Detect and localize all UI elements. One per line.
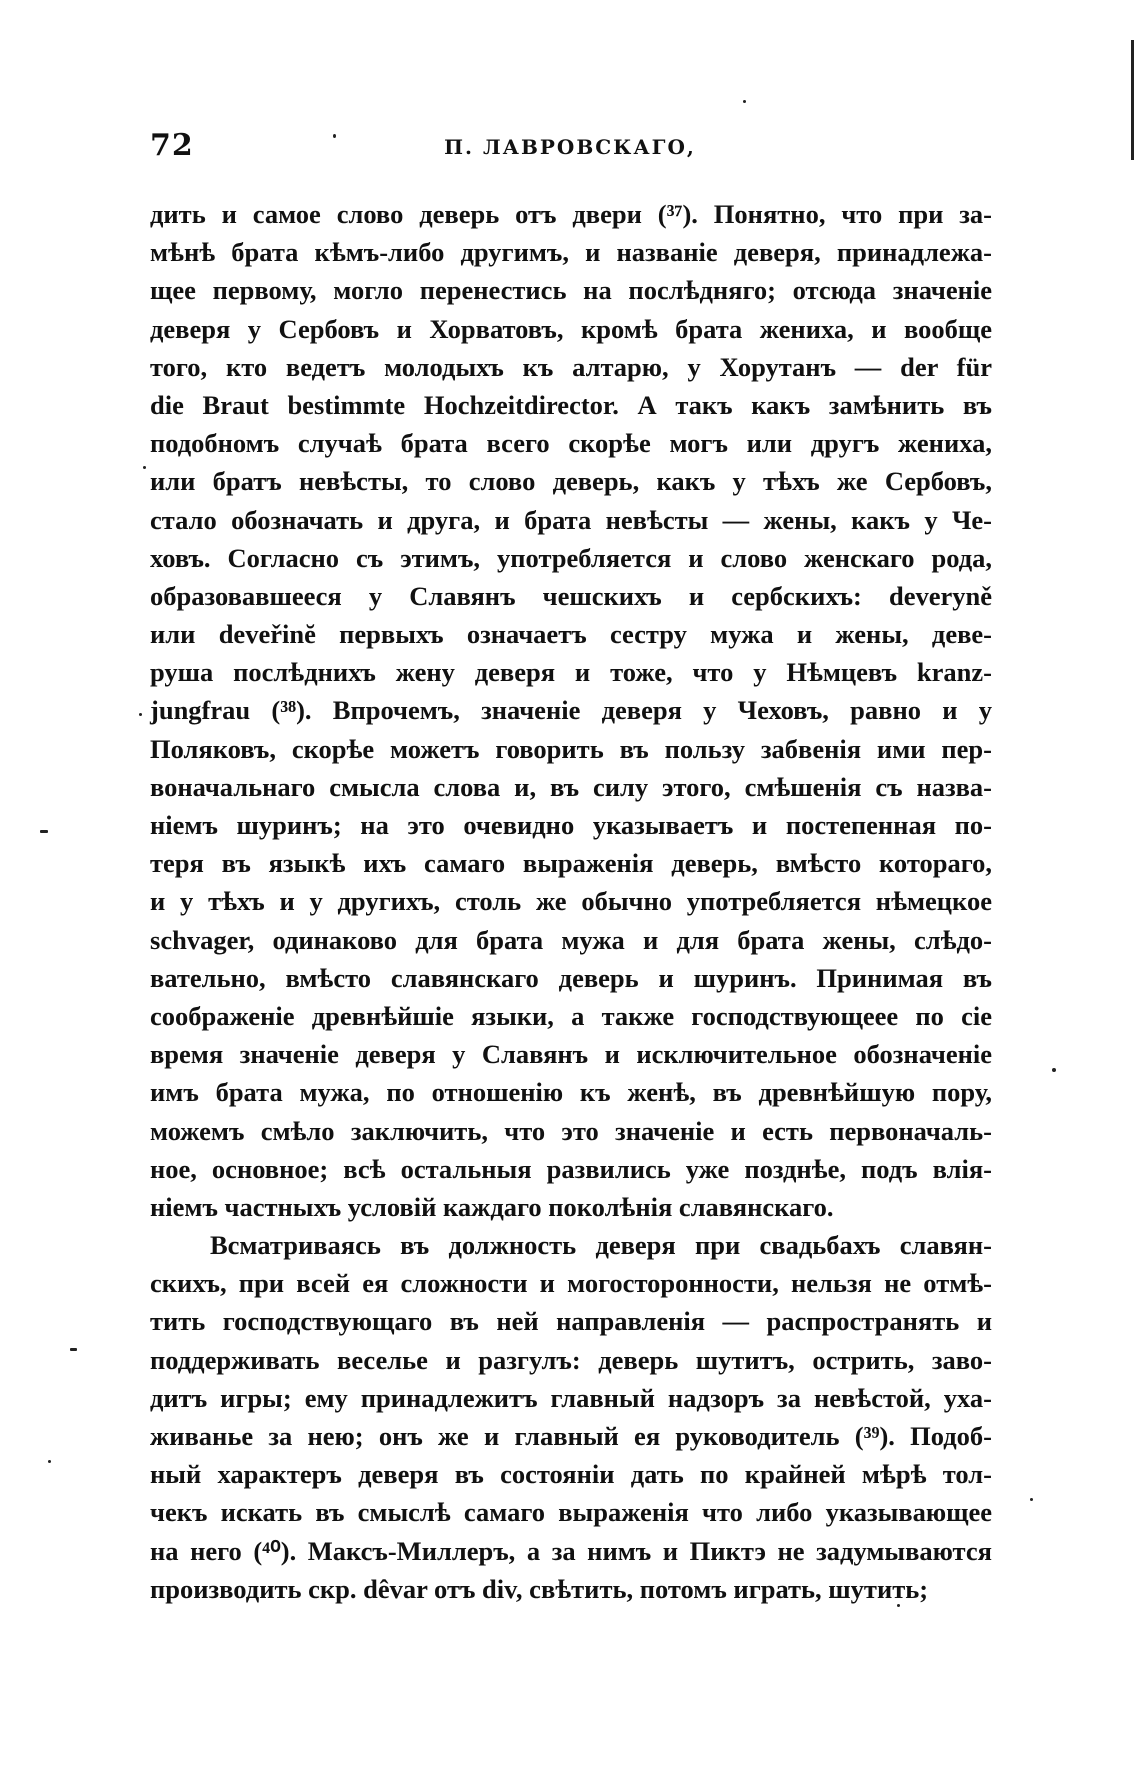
paragraph <box>150 195 992 1226</box>
text-line: дить и самое слово деверь отъ двери (³⁷). Понятно, что при за- <box>150 199 992 229</box>
scan-speck <box>1030 1498 1033 1501</box>
text-line: того, кто ведетъ молодыхъ къ алтарю, у Хорутанъ — der für <box>150 351 992 382</box>
text-line: вательно, вмѣсто славянскаго деверь и шуринъ. Принимая въ <box>150 962 992 993</box>
text-line: ховъ. Согласно съ этимъ, употребляется и слово женскаго рода, <box>150 542 992 573</box>
text-line: ное, основное; всѣ остальныя развились уже позднѣе, подъ влія- <box>150 1153 992 1184</box>
text-line: руша послѣднихъ жену деверя и тоже, что у Нѣмцевъ kranz- <box>150 657 992 688</box>
text-line: соображеніе древнѣйшіе языки, а также господствующееe по сіе <box>150 1000 992 1031</box>
text-line: Поляковъ, скорѣе можетъ говорить въ пользу забвенія ими пер- <box>150 733 992 764</box>
scan-speck <box>40 830 48 833</box>
running-head: П. ЛАВРОВСКАГО, <box>444 135 696 159</box>
scan-speck <box>70 1348 77 1351</box>
scan-speck <box>143 466 146 469</box>
paragraph <box>150 1226 992 1608</box>
text-line: или братъ невѣсты, то слово деверь, какъ у тѣхъ же Сербовъ, <box>150 466 992 497</box>
scan-speck <box>333 134 336 138</box>
text-line: или deveřinĕ первыхъ означаетъ сестру мужа и жены, деве- <box>150 619 992 650</box>
scan-speck <box>743 100 746 103</box>
text-line: ный характеръ деверя въ состояніи дать по крайней мѣрѣ тол- <box>150 1459 992 1490</box>
text-line: на него (⁴⁰). Максъ-Миллеръ, а за нимъ и Пиктэ не задумываются <box>150 1535 992 1566</box>
scan-speck <box>897 1604 900 1607</box>
text-line: деверя у Сербовъ и Хорватовъ, кромѣ брата жениха, и вообще <box>150 313 992 344</box>
text-line: тить господствующаго въ ней направленія — распространять и <box>150 1306 992 1337</box>
text-line: jungfrau (³⁸). Впрочемъ, значеніе деверя у Чеховъ, равно и у <box>150 695 992 726</box>
text-line: Всматриваясь въ должность деверя при свадьбахъ славян- <box>210 1230 992 1261</box>
text-line: schvager, одинаково для брата мужа и для брата жены, слѣдо- <box>150 924 992 955</box>
text-line: время значеніе деверя у Славянъ и исключительное обозначеніе <box>150 1039 992 1070</box>
scan-speck <box>48 1460 51 1463</box>
text-line: теря въ языкѣ ихъ самаго выраженія деверь, вмѣсто котораго, <box>150 848 992 879</box>
text-line: производить скр. dêvar отъ div, свѣтить, потомъ играть, шутить; <box>150 1573 929 1604</box>
text-line: ніемъ шуринъ; на это очевидно указываетъ и постепенная по- <box>150 810 992 840</box>
text-line: скихъ, при всей ея сложности и могосторонности, нельзя не отмѣ- <box>150 1268 992 1299</box>
text-line: воначальнаго смысла слова и, въ силу этого, смѣшенія съ назва- <box>150 771 992 802</box>
text-line: живанье за нею; онъ же и главный ея руководитель (³⁹). Подоб- <box>150 1421 992 1451</box>
page-edge-mark <box>1131 40 1134 160</box>
text-line: мѣнѣ брата кѣмъ-либо другимъ, и названіе деверя, принадлежа- <box>150 237 992 268</box>
text-line: die Braut bestimmte Hochzeitdirector. А такъ какъ замѣнить въ <box>150 389 992 420</box>
text-line: щее первому, могло перенестись на послѣдняго; отсюда значеніе <box>150 275 992 306</box>
text-line: поддерживать веселье и разгулъ: деверь шутитъ, острить, заво- <box>150 1344 992 1375</box>
text-line: подобномъ случаѣ брата всего скорѣе могъ или другъ жениха, <box>150 428 992 459</box>
body-text <box>150 195 992 1608</box>
text-line: образовавшееся у Славянъ чешскихъ и сербскихъ: deveryně <box>150 580 992 611</box>
scan-speck <box>1052 1068 1056 1072</box>
page-number: 72 <box>150 128 194 163</box>
text-line: стало обозначать и друга, и брата невѣсты — жены, какъ у Че- <box>150 504 992 535</box>
text-line: чекъ искать въ смыслѣ самаго выраженія что либо указывающее <box>150 1497 992 1528</box>
text-line: ніемъ частныхъ условій каждаго поколѣнія славянскаго. <box>150 1191 834 1222</box>
page-header <box>150 128 990 168</box>
text-line: можемъ смѣло заключить, что это значеніе и есть первоначаль- <box>150 1115 992 1146</box>
text-line: дитъ игры; ему принадлежитъ главный надзоръ за невѣстой, уха- <box>150 1382 992 1413</box>
text-line: и у тѣхъ и у другихъ, столь же обычно употребляется нѣмецкое <box>150 886 992 917</box>
scan-speck <box>139 713 142 716</box>
text-line: имъ брата мужа, по отношенію къ женѣ, въ древнѣйшую пору, <box>150 1077 992 1108</box>
